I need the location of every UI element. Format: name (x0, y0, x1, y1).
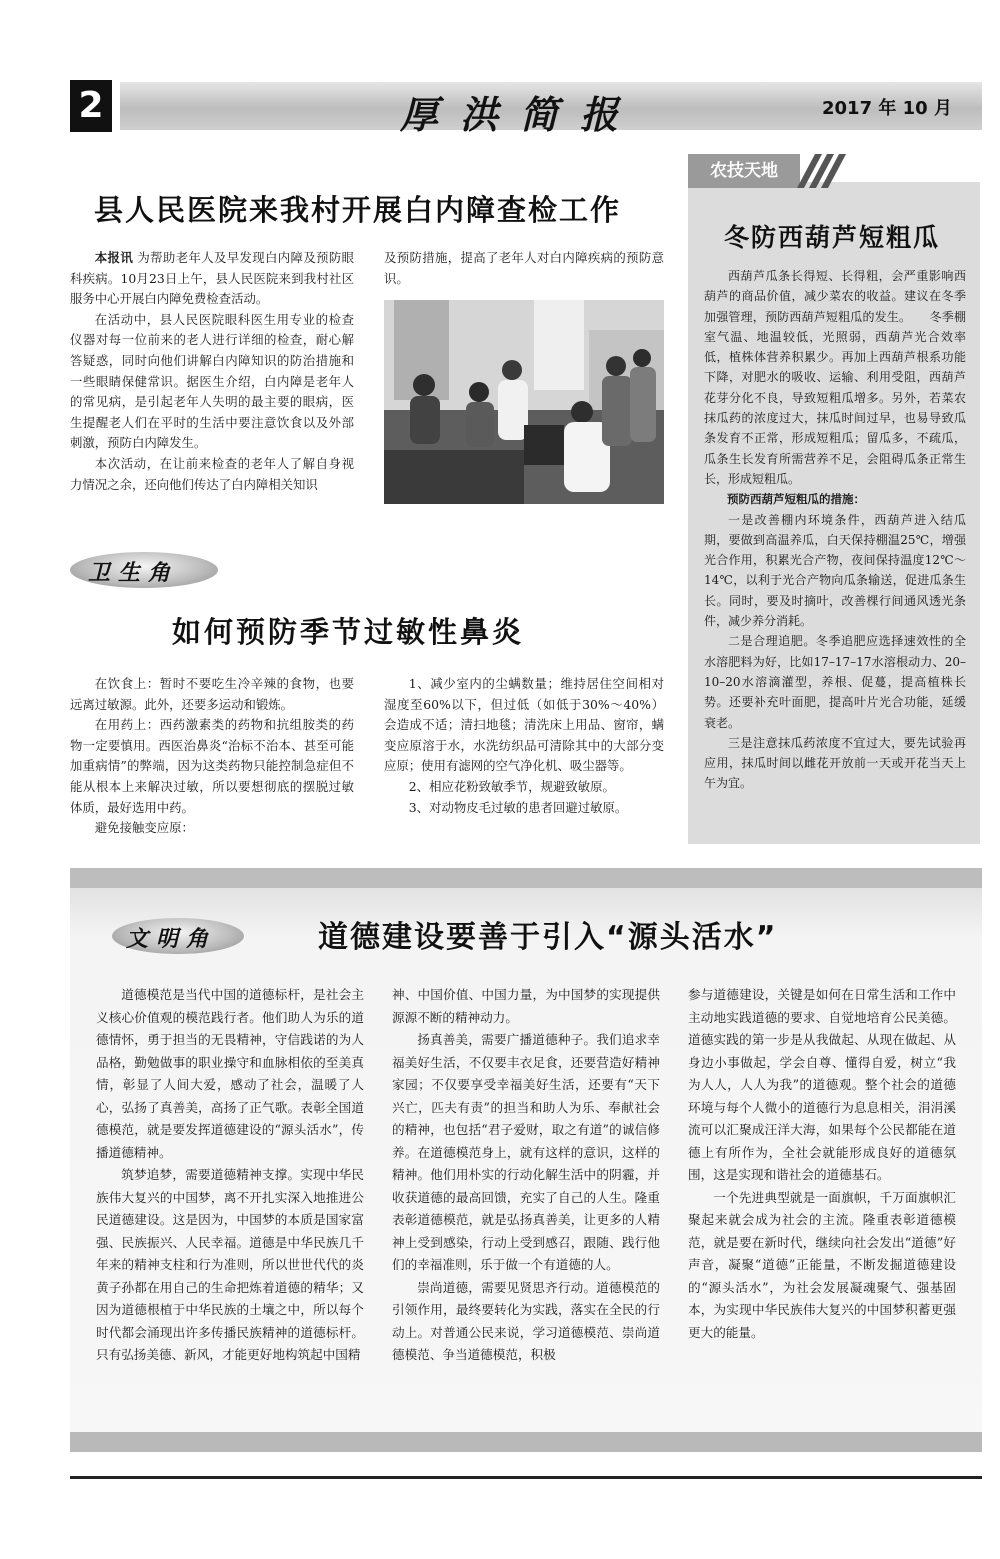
eye-exam-photo (384, 300, 664, 504)
hospital-para-3: 本次活动，在让前来检查的老年人了解自身视力情况之余，还向他们传达了白内障相关知识 (70, 455, 354, 492)
agriculture-para-1: 西葫芦瓜条长得短、长得粗，会严重影响西葫芦的商品价值，减少菜农的收益。建议在冬季加强管理，预防西葫芦短粗瓜的发生。 冬季棚室气温、地温较低，光照弱，西葫芦光合效率低，植株体营养积累少。再加上西葫芦根系功能下降，对肥水的吸收、运输、利用受阻，西葫芦花芽分化不良，导致短粗瓜增多。另外，若菜农抹瓜药的浓度过大，抹瓜时间过早，也易导致瓜条发育不正常，形成短粗瓜；留瓜多，不疏瓜，瓜条生长发育所需营养不足，会阻碍瓜条正常生长，形成短粗瓜。 (704, 269, 966, 486)
hospital-para-1: 为帮助老年人及早发现白内障及预防眼科疾病。10月23日上午，县人民医院来到我村社区服务中心开展白内障免费检查活动。 (70, 250, 354, 307)
hospital-article-col1 (70, 248, 354, 495)
civilization-col2 (392, 984, 660, 1367)
health-article-title: 如何预防季节过敏性鼻炎 (172, 615, 525, 649)
agriculture-measure-2: 二是合理追肥。冬季追肥应选择速效性的全水溶肥料为好，比如17–17–17水溶根动力、20–10–20水溶滴灌型，养根、促蔓，提高植株长势。还要补充叶面肥，提高叶片光合功能，延缓衰老。 (704, 634, 966, 730)
health-corner-tag: 卫生角 (88, 560, 179, 586)
civilization-col1 (96, 984, 364, 1367)
agriculture-body (704, 266, 966, 794)
health-para-4: 1、减少室内的尘螨数量；维持居住空间相对湿度至60%以下，但过低（如低于30%～40%）会造成不适；清扫地毯；清洗床上用品、窗帘，螨变应原溶于水，水洗纺织品可清除其中的大部分变应原；使用有滤网的空气净化机、吸尘器等。 (384, 676, 664, 774)
health-para-1: 在饮食上：暂时不要吃生冷辛辣的食物，也要远离过敏源。此外，还要多运动和锻炼。 (70, 676, 354, 712)
civil-para-2: 筑梦追梦，需要道德精神支撑。实现中华民族伟大复兴的中国梦，离不开扎实深入地推进公民道德建设。这是因为，中国梦的本质是国家富强、民族振兴、人民幸福。道德是中华民族几千年来的精神支柱和行为准则，所以世世代代的炎黄子孙都在用自己的生命把炼着道德的精华；又因为道德根植于中华民族的土壤之中，所以每个时代都会涌现出许多传播民族精神的道德标杆。只有弘扬美德、新风，才能更好地构筑起中国精 (96, 1167, 364, 1362)
civil-para-7: 一个先进典型就是一面旗帜，千万面旗帜汇聚起来就会成为社会的主流。隆重表彰道德模范，就是要在新时代，继续向社会发出“道德”好声音，凝聚“道德”正能量，不断发掘道德建设的“源头活水”，为社会发展凝魂聚气、强基固本，为实现中华民族伟大复兴的中国梦积蓄更强更大的能量。 (688, 1189, 956, 1340)
health-para-3: 避免接触变应原： (94, 820, 194, 836)
civilization-corner-tag: 文明角 (126, 926, 217, 952)
agriculture-tag: 农技天地 (688, 154, 800, 188)
page-number: 2 (70, 80, 112, 132)
civil-para-6: 参与道德建设，关键是如何在日常生活和工作中主动地实践道德的要求、自觉地培育公民美德。道德实践的第一步是从我做起、从现在做起、从身边小事做起，学会自尊、懂得自爱，树立“我为人人，人人为我”的道德观。整个社会的道德环境与每个人微小的道德行为息息相关，涓涓溪流可以汇聚成汪洋大海，如果每个公民都能在道德上有所作为，全社会就能形成良好的道德氛围，这是实现和谐社会的道德基石。 (688, 987, 956, 1182)
hospital-para-4: 及预防措施，提高了老年人对白内障疾病的预防意识。 (384, 250, 664, 286)
health-para-6: 3、对动物皮毛过敏的患者回避过敏原。 (408, 799, 628, 815)
health-para-2: 在用药上：西药激素类的药物和抗组胺类的药物一定要慎用。西医治鼻炎“治标不治本、甚至可能加重病情”的弊端，因为这类药物只能控制急症但不能从根本上来解决过敏，所以要想彻底的摆脱过敏体质，最好选用中药。 (70, 717, 354, 815)
hospital-article-title: 县人民医院来我村开展白内障查检工作 (94, 193, 622, 227)
civil-para-3: 神、中国价值、中国力量，为中国梦的实现提供源源不断的精神动力。 (392, 987, 660, 1025)
bottom-rule (70, 1476, 982, 1479)
hospital-para-2: 在活动中，县人民医院眼科医生用专业的检查仪器对每一位前来的老人进行详细的检查，耐心解答疑惑，同时向他们讲解白内障知识的防治措施和一些眼睛保健常识。据医生介绍，白内障是老年人的常见病，是引起老年人失明的最主要的眼病，医生提醒老人们在平时的生活中要注意饮食以及外部刺激，预防白内障发生。 (70, 311, 354, 451)
hospital-article-col2 (384, 248, 664, 289)
issue-date: 2017 年 10 月 (822, 98, 952, 119)
agriculture-subheading: 预防西葫芦短粗瓜的措施： (727, 492, 865, 507)
lead-label: 本报讯 (94, 250, 134, 265)
civil-para-1: 道德模范是当代中国的道德标杆，是社会主义核心价值观的模范践行者。他们助人为乐的道德情怀，勇于担当的无畏精神，守信践诺的为人品格，勤勉做事的职业操守和血脉相依的至美真情，彰显了人间大爱，感动了社会，温暖了人心，弘扬了真善美，高扬了正气歌。表彰全国道德模范，就是要发挥道德建设的“源头活水”，传播道德精神。 (96, 987, 364, 1160)
agriculture-title: 冬防西葫芦短粗瓜 (724, 223, 941, 252)
agriculture-measure-1: 一是改善棚内环境条件，西葫芦进入结瓜期，要做到高温养瓜，白天保持棚温25℃，增强光合作用，积累光合产物，夜间保持温度12℃～14℃，以利于光合产物向瓜条输送，促进瓜条生长。同时，要及时摘叶，改善棵行间通风透光条件，减少养分消耗。 (704, 512, 966, 629)
civilization-col3 (688, 984, 956, 1344)
civil-para-5: 崇尚道德，需要见贤思齐行动。道德模范的引领作用，最终要转化为实践，落实在全民的行动上。对普通公民来说，学习道德模范、崇尚道德模范、争当道德模范，积极 (392, 1279, 660, 1362)
civilization-article-title: 道德建设要善于引入“源头活水” (318, 920, 778, 955)
agriculture-measure-3: 三是注意抹瓜药浓度不宜过大，要先试验再应用，抹瓜时间以雌花开放前一天或开花当天上午为宜。 (704, 735, 966, 791)
panel-bottom-band (70, 1432, 982, 1452)
civil-para-4: 扬真善美，需要广播道德种子。我们追求幸福美好生活，不仅要丰衣足食，还要营造好精神家园；不仅要享受幸福美好生活，还要有“天下兴亡，匹夫有责”的担当和助人为乐、奉献社会的精神，也包括“君子爱财，取之有道”的诚信修养。在道德模范身上，就有这样的意识，这样的精神。他们用朴实的行动化解生活中的阴霾，并收获道德的最高回馈，充实了自己的人生。隆重表彰道德模范，就是弘扬真善美，让更多的人精神上受到感染，行动上受到感召，跟随、践行他们的幸福准则，乐于做一个有道德的人。 (392, 1032, 660, 1272)
health-article-col2 (384, 674, 664, 818)
health-article-col1 (70, 674, 354, 839)
paper-name: 厚洪简报 (400, 92, 641, 137)
health-para-5: 2、相应花粉致敏季节，规避致敏原。 (408, 778, 615, 794)
